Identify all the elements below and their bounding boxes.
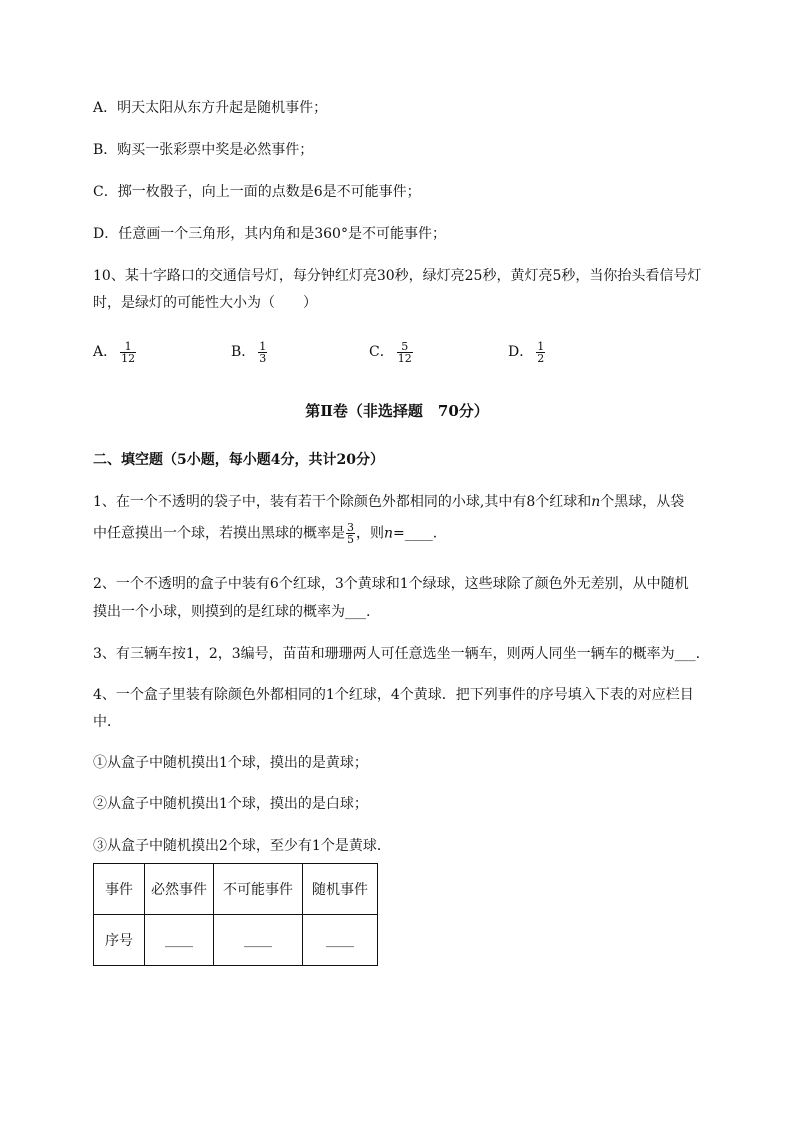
table-header-cell: 必然事件 — [145, 864, 214, 915]
q1-line-1 — [93, 492, 684, 512]
part2-heading: 二、填空题（5小题，每小题4分，共计20分） — [93, 452, 384, 468]
q9-option-a: A．明天太阳从东方升起是随机事件； — [93, 100, 328, 116]
q4-line-2: 中． — [93, 714, 121, 730]
fraction — [536, 341, 545, 364]
q2-line-1: 2、一个不透明的盒子中装有6个红球，3个黄球和1个绿球，这些球除了颜色外无差别，从中随机 — [93, 576, 689, 592]
q10-line-1: 10、某十字路口的交通信号灯，每分钟红灯亮30秒，绿灯亮25秒，黄灯亮5秒，当你抬头看信号灯 — [93, 268, 702, 284]
section-title: 第Ⅱ卷（非选择题 70分） — [305, 402, 489, 420]
q4-item-3: ③从盒子中随机摸出2个球，至少有1个是黄球． — [93, 838, 391, 854]
q4-item-2: ②从盒子中随机摸出1个球，摸出的是白球； — [93, 796, 368, 812]
table-header-cell: 不可能事件 — [214, 864, 303, 915]
q9-option-d: D．任意画一个三角形，其内角和是360°是不可能事件； — [93, 226, 446, 242]
q10-option-a — [93, 340, 139, 364]
table-cell: 序号 — [94, 915, 145, 966]
table-row — [94, 915, 378, 966]
fraction — [346, 522, 355, 545]
answer-blank: ____ — [145, 915, 214, 966]
q4-item-1: ①从盒子中随机摸出1个球，摸出的是黄球； — [93, 755, 368, 771]
option-label: B． — [231, 344, 256, 360]
fraction — [397, 341, 413, 364]
q1-text-b: 个黑球，从袋 — [600, 494, 685, 510]
numerator: 5 — [397, 341, 413, 353]
numerator: 3 — [347, 521, 354, 534]
q1-text-e: =____. — [393, 525, 438, 542]
q1-line-2 — [93, 522, 437, 545]
table-header-cell: 随机事件 — [303, 864, 378, 915]
numerator: 1 — [537, 339, 545, 353]
q1-text-a: 1、在一个不透明的袋子中，装有若干个除颜色外都相同的小球,其中有8个红球和 — [93, 494, 592, 510]
denominator: 12 — [121, 351, 136, 365]
fraction — [120, 341, 136, 364]
q3-text: 3、有三辆车按1，2，3编号，苗苗和珊珊两人可任意选坐一辆车，则两人同坐一辆车的概率为___. — [93, 646, 701, 662]
q1-text-d: ，则 — [356, 525, 384, 542]
denominator: 12 — [397, 351, 412, 365]
q4-line-1: 4、一个盒子里装有除颜色外都相同的1个红球，4个黄球．把下列事件的序号填入下表的对应栏目 — [93, 687, 694, 703]
q2-line-2: 摸出一个小球，则摸到的是红球的概率为___. — [93, 604, 371, 620]
denominator: 5 — [347, 533, 354, 546]
table-header-cell: 事件 — [94, 864, 145, 915]
q10-option-b — [231, 340, 270, 364]
fraction — [258, 341, 267, 364]
q1-text-c: 中任意摸出一个球，若摸出黑球的概率是 — [93, 525, 345, 542]
answer-table — [93, 863, 378, 966]
table-row — [94, 864, 378, 915]
option-label: C． — [369, 344, 394, 360]
q10-option-d — [508, 340, 548, 364]
option-label: A． — [93, 344, 118, 360]
numerator: 1 — [259, 339, 267, 353]
denominator: 2 — [537, 351, 545, 365]
answer-blank: ____ — [303, 915, 378, 966]
variable-n: n — [384, 525, 394, 542]
q10-option-c — [369, 340, 416, 364]
option-label: D． — [508, 344, 534, 360]
denominator: 3 — [259, 351, 267, 365]
numerator: 1 — [120, 341, 136, 353]
answer-blank: ____ — [214, 915, 303, 966]
q9-option-b: B．购买一张彩票中奖是必然事件； — [93, 142, 314, 158]
variable-n: n — [591, 494, 601, 510]
q9-option-c: C．掷一枚骰子，向上一面的点数是6是不可能事件； — [93, 184, 421, 200]
q10-line-2: 时，是绿灯的可能性大小为（ ） — [93, 295, 317, 311]
